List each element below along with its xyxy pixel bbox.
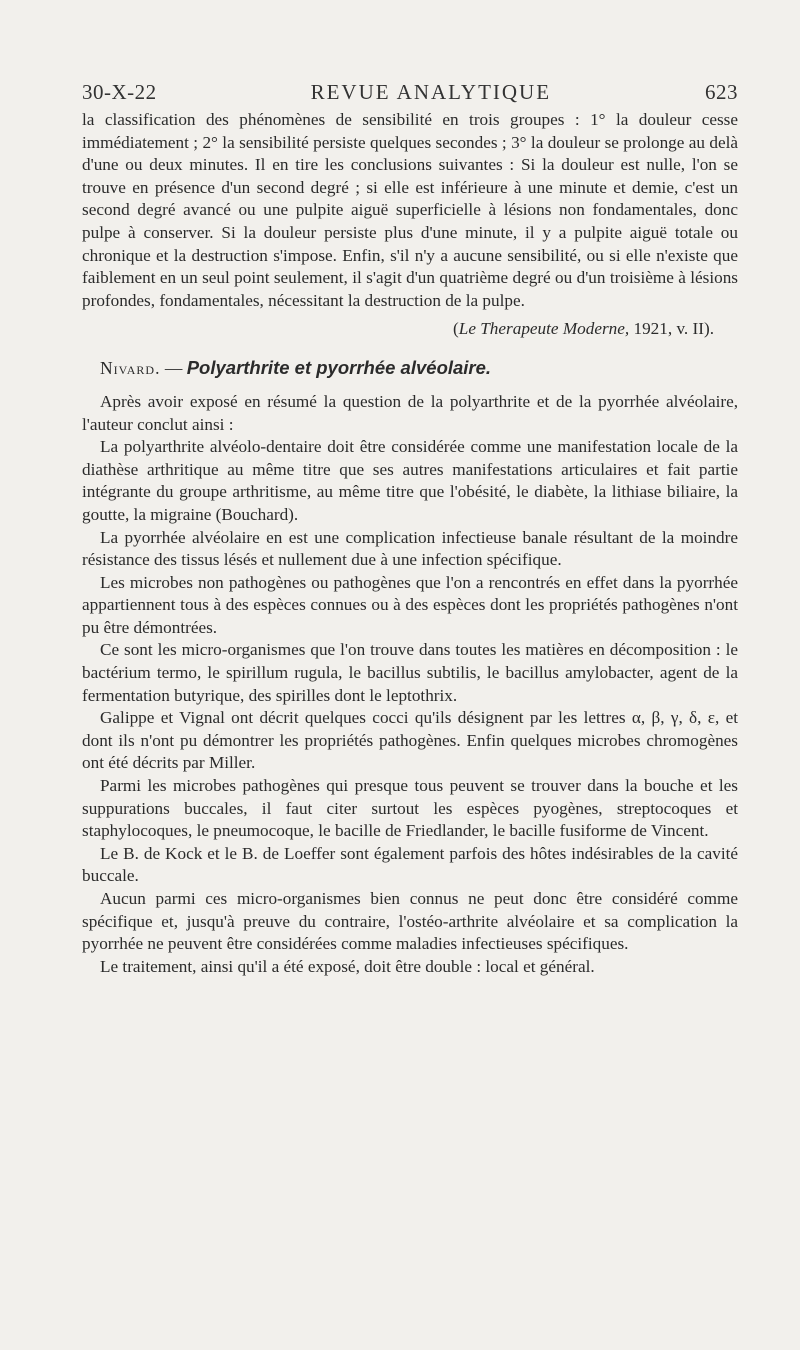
page-number: 623	[704, 80, 738, 104]
citation	[82, 318, 714, 341]
section-title: Polyarthrite et pyorrhée alvéolaire.	[186, 356, 492, 378]
paragraph: Ce sont les micro-organismes que l'on trouve dans toutes les matières en décomposition : le bactérium termo, le spirillum rugula, le bacillus subtilis, le bacillus amylobacter, agent de la fermentation butyrique, des spirilles dont le leptothrix.	[82, 640, 738, 705]
paragraph: Les microbes non pathogènes ou pathogènes que l'on a rencontrés en effet dans la pyorrhée appartiennent tous à des espèces connues ou à des espèces dont les propriétés pathogènes n'ont pu être démontrées.	[82, 572, 738, 637]
paragraph: Galippe et Vignal ont décrit quelques cocci qu'ils désignent par les lettres α, β, γ, δ, ε, et dont ils n'ont pu démontrer les propriétés pathogènes. Enfin quelques microbes chromogènes ont été décrits par Miller.	[82, 708, 738, 773]
citation-open: (	[453, 319, 459, 339]
paragraph-continued: la classification des phénomènes de sensibilité en trois groupes : 1° la douleur cesse immédiatement ; 2° la sensibilité persiste quelques secondes ; 3° la douleur se prolonge au delà d'une ou deux minutes. Il en tire les conclusions suivantes : Si la douleur est nulle, l'on se trouve en présence d'un second degré ; si elle est inférieure à une minute et demie, c'est un second degré avancé ou une pulpite aiguë superficielle à lésions non fondamentales, donc pulpe à conserver. Si la douleur persiste plus d'une minute, il y a pulpite aiguë totale ou chronique et la destruction s'impose. Enfin, s'il n'y a aucune sensibilité, ou si elle n'existe que faiblement en un seul point seulement, il s'agit d'un quatrième degré ou d'un troisième à lésions profondes, fondamentales, nécessitant la destruction de la pulpe.	[82, 110, 738, 310]
paragraph: Le traitement, ainsi qu'il a été exposé, doit être double : local et général.	[100, 956, 595, 976]
paragraph: La polyarthrite alvéolo-dentaire doit être considérée comme une manifestation locale de la diathèse arthritique au même titre que ses autres manifestations articulaires et fait partie intégrante du groupe arthritisme, au même titre que l'obésité, le diabète, la lithiase biliaire, la goutte, la migraine (Bouchard).	[82, 437, 738, 524]
header-date: 30-X-22	[82, 80, 157, 104]
paragraph: Parmi les microbes pathogènes qui presque tous peuvent se trouver dans la bouche et les suppurations buccales, il faut citer surtout les espèces pyogènes, streptocoques et staphylocoques, le pneumocoque, le bacille de Friedlander, le bacille fusiforme de Vincent.	[82, 776, 738, 841]
paragraph: La pyorrhée alvéolaire en est une complication infectieuse banale résultant de la moindre résistance des tissus lésés et nullement due à une infection spécifique.	[82, 527, 738, 570]
citation-source: Le Therapeute Moderne,	[458, 319, 630, 339]
section-heading	[100, 357, 738, 379]
citation-rest: 1921, v. II).	[629, 319, 714, 339]
paragraph: Le B. de Kock et le B. de Loeffer sont également parfois des hôtes indésirables de la cavité buccale.	[82, 843, 738, 886]
running-header	[82, 80, 738, 105]
section-dash: —	[160, 357, 187, 378]
paragraph: Après avoir exposé en résumé la question de la polyarthrite et de la pyorrhée alvéolaire, l'auteur conclut ainsi :	[82, 391, 738, 434]
section-author: Nivard.	[100, 357, 161, 378]
paragraph: Aucun parmi ces micro-organismes bien connus ne peut donc être considéré comme spécifique et, jusqu'à preuve du contraire, l'ostéo-arthrite alvéolaire et sa complication la pyorrhée ne peuvent être considérées comme maladies infectieuses spécifiques.	[82, 889, 738, 954]
journal-title: REVUE ANALYTIQUE	[310, 80, 552, 104]
